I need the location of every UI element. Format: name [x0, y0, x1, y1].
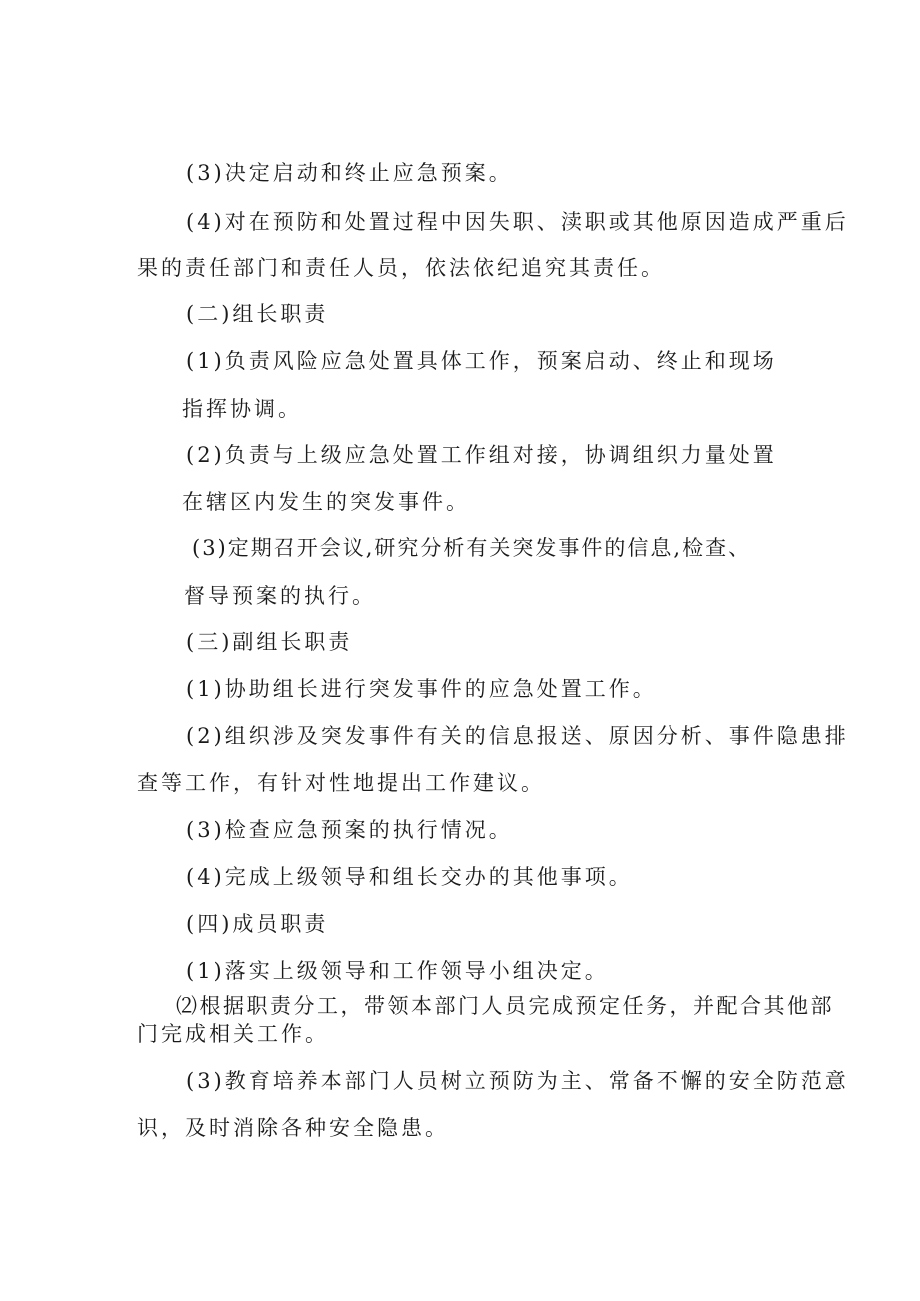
paragraph-line: 果的责任部门和责任人员，依法依纪追究其责任。 [137, 256, 665, 280]
paragraph-line: 在辖区内发生的突发事件。 [182, 490, 470, 514]
section-heading: (三)副组长职责 [186, 630, 353, 654]
paragraph-line: 督导预案的执行。 [184, 584, 376, 608]
paragraph-line: 识，及时消除各种安全隐患。 [137, 1116, 449, 1140]
paragraph-line: (1)落实上级领导和工作领导小组决定。 [186, 959, 609, 983]
section-heading: (二)组长职责 [186, 302, 329, 326]
paragraph-line: (3)决定启动和终止应急预案。 [186, 161, 513, 185]
paragraph-line: (4)完成上级领导和组长交办的其他事项。 [186, 865, 633, 889]
paragraph-line: (1)协助组长进行突发事件的应急处置工作。 [186, 677, 657, 701]
paragraph-line: (3)教育培养本部门人员树立预防为主、常备不懈的安全防范意 [186, 1069, 849, 1093]
paragraph-line: (2)组织涉及突发事件有关的信息报送、原因分析、事件隐患排 [186, 724, 849, 748]
paragraph-line: ⑵根据职责分工，带领本部门人员完成预定任务，并配合其他部 [176, 994, 834, 1018]
paragraph-line: 指挥协调。 [182, 397, 302, 421]
paragraph-line: (3)检查应急预案的执行情况。 [186, 818, 513, 842]
section-heading: (四)成员职责 [186, 912, 329, 936]
paragraph-line: (3)定期召开会议,研究分析有关突发事件的信息,检查、 [192, 536, 752, 560]
paragraph-line: (4)对在预防和处置过程中因失职、渎职或其他原因造成严重后 [186, 210, 849, 234]
paragraph-line: (2)负责与上级应急处置工作组对接，协调组织力量处置 [186, 443, 777, 467]
paragraph-line: 门完成相关工作。 [137, 1022, 329, 1046]
paragraph-line: (1)负责风险应急处置具体工作，预案启动、终止和现场 [186, 349, 777, 373]
paragraph-line: 查等工作，有针对性地提出工作建议。 [137, 771, 545, 795]
